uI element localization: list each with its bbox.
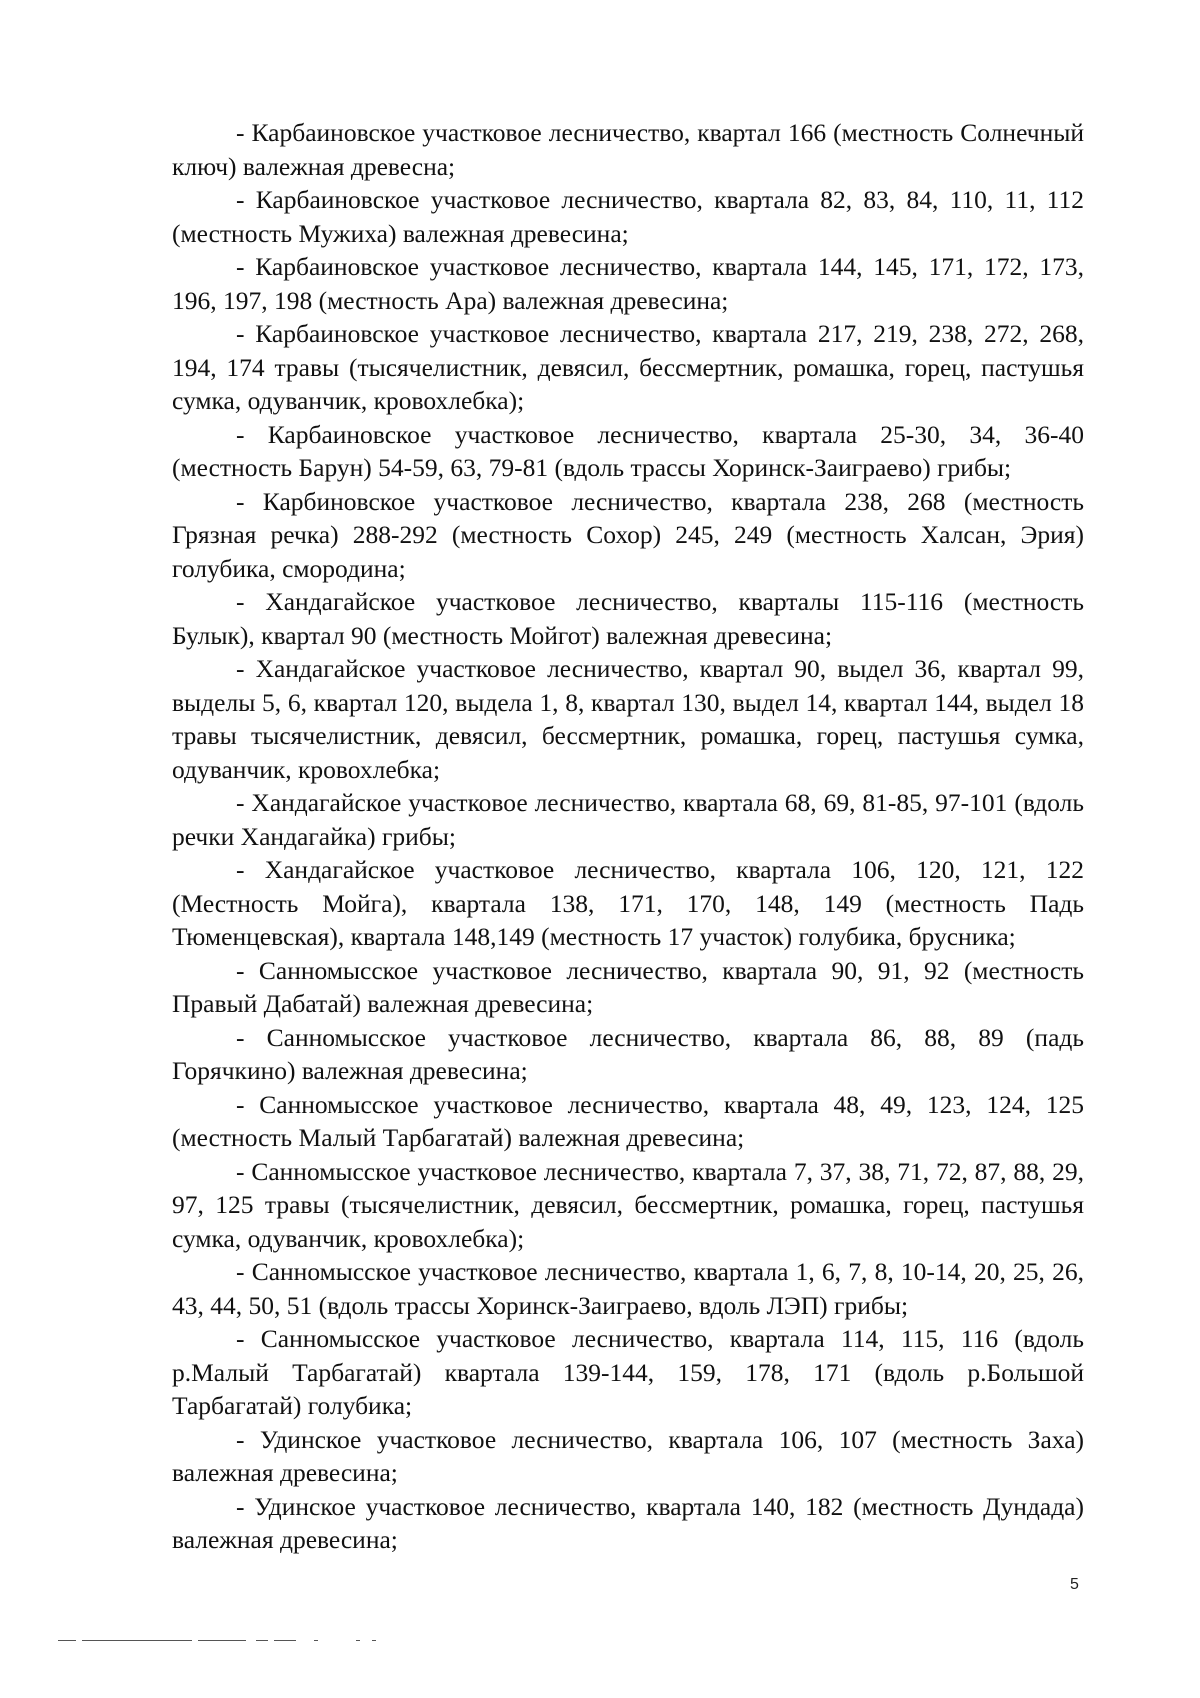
paragraph-2: - Карбаиновское участковое лесничество, квартала 82, 83, 84, 110, 11, 112 (местность Мужиха) валежная древесина; [172, 185, 1084, 248]
paragraph-9: - Хандагайское участковое лесничество, квартала 68, 69, 81-85, 97-101 (вдоль речки Хандагайка) грибы; [172, 788, 1084, 851]
paragraph-14: - Санномысское участковое лесничество, квартала 7, 37, 38, 71, 72, 87, 88, 29, 97, 125 травы (тысячелистник, девясил, бессмертник, ромашка, горец, пастушья сумка, одуванчик, кровохлебка); [172, 1156, 1084, 1253]
scan-artifact-line [274, 1640, 296, 1641]
paragraph-18: - Удинское участковое лесничество, квартала 140, 182 (местность Дундада) валежная древесина; [172, 1491, 1084, 1554]
scan-artifact-line [82, 1640, 192, 1641]
paragraph-12: - Санномысское участковое лесничество, квартала 86, 88, 89 (падь Горячкино) валежная древесина; [172, 1022, 1084, 1085]
scan-artifact-line [198, 1640, 246, 1641]
paragraph-17: - Удинское участковое лесничество, квартала 106, 107 (местность Заха) валежная древесина; [172, 1424, 1084, 1487]
paragraph-1: - Карбаиновское участковое лесничество, квартал 166 (местность Солнечный ключ) валежная древесна; [172, 118, 1084, 181]
paragraph-11: - Санномысское участковое лесничество, квартала 90, 91, 92 (местность Правый Дабатай) валежная древесина; [172, 955, 1084, 1018]
paragraph-6: - Карбиновское участковое лесничество, квартала 238, 268 (местность Грязная речка) 288-292 (местность Сохор) 245, 249 (местность Халсан, Эрия) голубика, смородина; [172, 486, 1084, 583]
paragraph-5: - Карбаиновское участковое лесничество, квартала 25-30, 34, 36-40 (местность Барун) 54-59, 63, 79-81 (вдоль трассы Хоринск-Заиграево) грибы; [172, 419, 1084, 482]
paragraph-16: - Санномысское участковое лесничество, квартала 114, 115, 116 (вдоль р.Малый Тарбагатай) квартала 139-144, 159, 178, 171 (вдоль р.Большой Тарбагатай) голубика; [172, 1324, 1084, 1420]
page-number: 5 [1070, 1576, 1079, 1593]
paragraph-15: - Санномысское участковое лесничество, квартала 1, 6, 7, 8, 10-14, 20, 25, 26, 43, 44, 50, 51 (вдоль трассы Хоринск-Заиграево, вдоль ЛЭП) грибы; [172, 1257, 1084, 1320]
paragraph-3: - Карбаиновское участковое лесничество, квартала 144, 145, 171, 172, 173, 196, 197, 198 (местность Ара) валежная древесина; [172, 252, 1084, 315]
scan-artifact-line [256, 1640, 268, 1641]
scan-artifact-line [58, 1640, 76, 1641]
document-body [172, 116, 1084, 1557]
paragraph-4: - Карбаиновское участковое лесничество, квартала 217, 219, 238, 272, 268, 194, 174 травы (тысячелистник, девясил, бессмертник, ромашка, горец, пастушья сумка, одуванчик, кровохлебка); [172, 319, 1084, 415]
scan-artifact-line [356, 1640, 360, 1641]
paragraph-10: - Хандагайское участковое лесничество, квартала 106, 120, 121, 122 (Местность Мойга), квартала 138, 171, 170, 148, 149 (местность Падь Тюменцевская), квартала 148,149 (местность 17 участок) голубика, брусника; [172, 855, 1084, 951]
paragraph-13: - Санномысское участковое лесничество, квартала 48, 49, 123, 124, 125 (местность Малый Тарбагатай) валежная древесина; [172, 1089, 1084, 1152]
paragraph-7: - Хандагайское участковое лесничество, кварталы 115-116 (местность Булык), квартал 90 (местность Мойгот) валежная древесина; [172, 587, 1084, 650]
scan-artifact-line [372, 1640, 376, 1641]
paragraph-8: - Хандагайское участковое лесничество, квартал 90, выдел 36, квартал 99, выделы 5, 6, квартал 120, выдела 1, 8, квартал 130, выдел 14, квартал 144, выдел 18 травы тысячелистник, девясил, бессмертник, ромашка, горец, пастушья сумка, одуванчик, кровохлебка; [172, 654, 1084, 784]
scan-artifact-line [314, 1640, 318, 1641]
